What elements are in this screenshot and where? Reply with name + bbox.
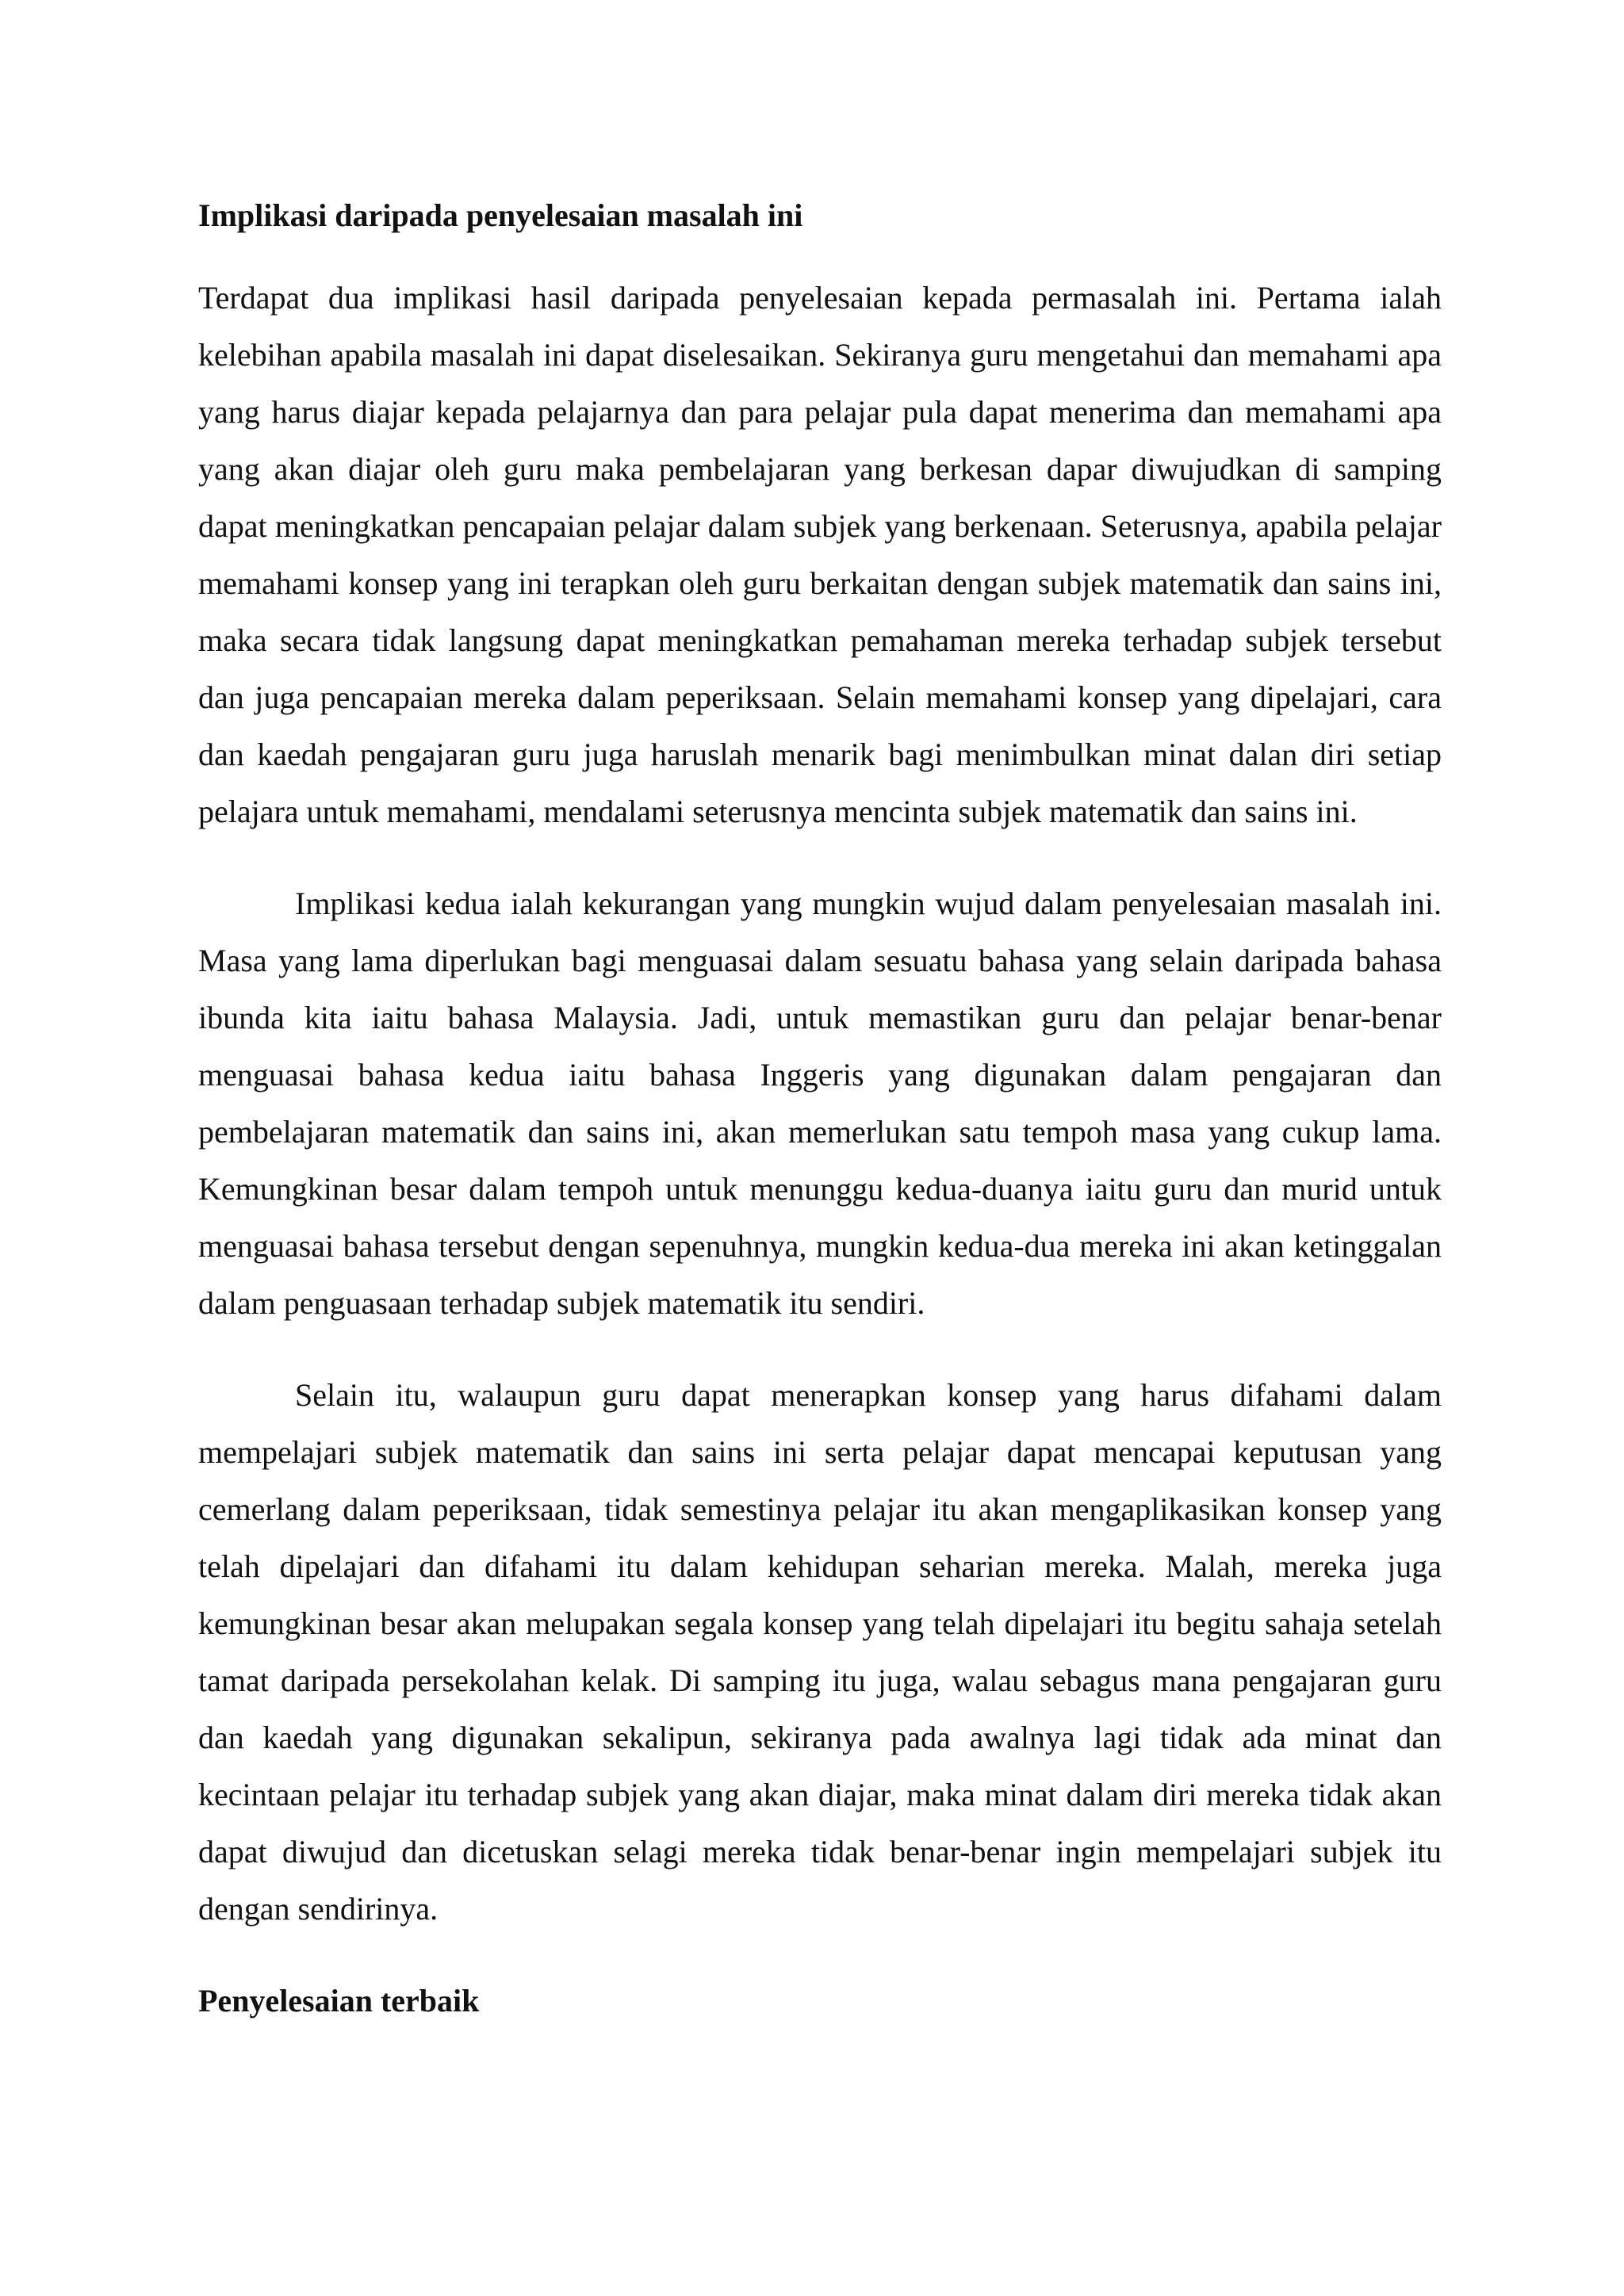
section-heading-penyelesaian: Penyelesaian terbaik [198, 1983, 480, 2019]
paragraph-2: Implikasi kedua ialah kekurangan yang mungkin wujud dalam penyelesaian masalah ini. Masa yang lama diperlukan bagi menguasai dalam sesuatu bahasa yang selain daripada bahasa ibunda kita iaitu bahasa Malaysia. Jadi, untuk memastikan guru dan pelajar benar-benar menguasai bahasa kedua iaitu bahasa Inggeris yang digunakan dalam pengajaran dan pembelajaran matematik dan sains ini, akan memerlukan satu tempoh masa yang cukup lama. Kemungkinan besar dalam tempoh untuk menunggu kedua-duanya iaitu guru dan murid untuk menguasai bahasa tersebut dengan sepenuhnya, mungkin kedua-dua mereka ini akan ketinggalan dalam penguasaan terhadap subjek matematik itu sendiri. [198, 886, 1442, 1321]
paragraph-1: Terdapat dua implikasi hasil daripada penyelesaian kepada permasalah ini. Pertama ialah kelebihan apabila masalah ini dapat diselesaikan. Sekiranya guru mengetahui dan memahami apa yang harus diajar kepada pelajarnya dan para pelajar pula dapat menerima dan memahami apa yang akan diajar oleh guru maka pembelajaran yang berkesan dapar diwujudkan di samping dapat meningkatkan pencapaian pelajar dalam subjek yang berkenaan. Seterusnya, apabila pelajar memahami konsep yang ini terapkan oleh guru berkaitan dengan subjek matematik dan sains ini, maka secara tidak langsung dapat meningkatkan pemahaman mereka terhadap subjek tersebut dan juga pencapaian mereka dalam peperiksaan. Selain memahami konsep yang dipelajari, cara dan kaedah pengajaran guru juga haruslah menarik bagi menimbulkan minat dalan diri setiap pelajara untuk memahami, mendalami seterusnya mencinta subjek matematik dan sains ini. [198, 280, 1442, 829]
paragraph-3: Selain itu, walaupun guru dapat menerapkan konsep yang harus difahami dalam mempelajari subjek matematik dan sains ini serta pelajar dapat mencapai keputusan yang cemerlang dalam peperiksaan, tidak semestinya pelajar itu akan mengaplikasikan konsep yang telah dipelajari dan difahami itu dalam kehidupan seharian mereka. Malah, mereka juga kemungkinan besar akan melupakan segala konsep yang telah dipelajari itu begitu sahaja setelah tamat daripada persekolahan kelak. Di samping itu juga, walau sebagus mana pengajaran guru dan kaedah yang digunakan sekalipun, sekiranya pada awalnya lagi tidak ada minat dan kecintaan pelajar itu terhadap subjek yang akan diajar, maka minat dalam diri mereka tidak akan dapat diwujud dan dicetuskan selagi mereka tidak benar-benar ingin mempelajari subjek itu dengan sendirinya. [198, 1377, 1442, 1927]
document-page [198, 193, 1442, 2023]
section-heading-implikasi: Implikasi daripada penyelesaian masalah ini [198, 197, 803, 233]
